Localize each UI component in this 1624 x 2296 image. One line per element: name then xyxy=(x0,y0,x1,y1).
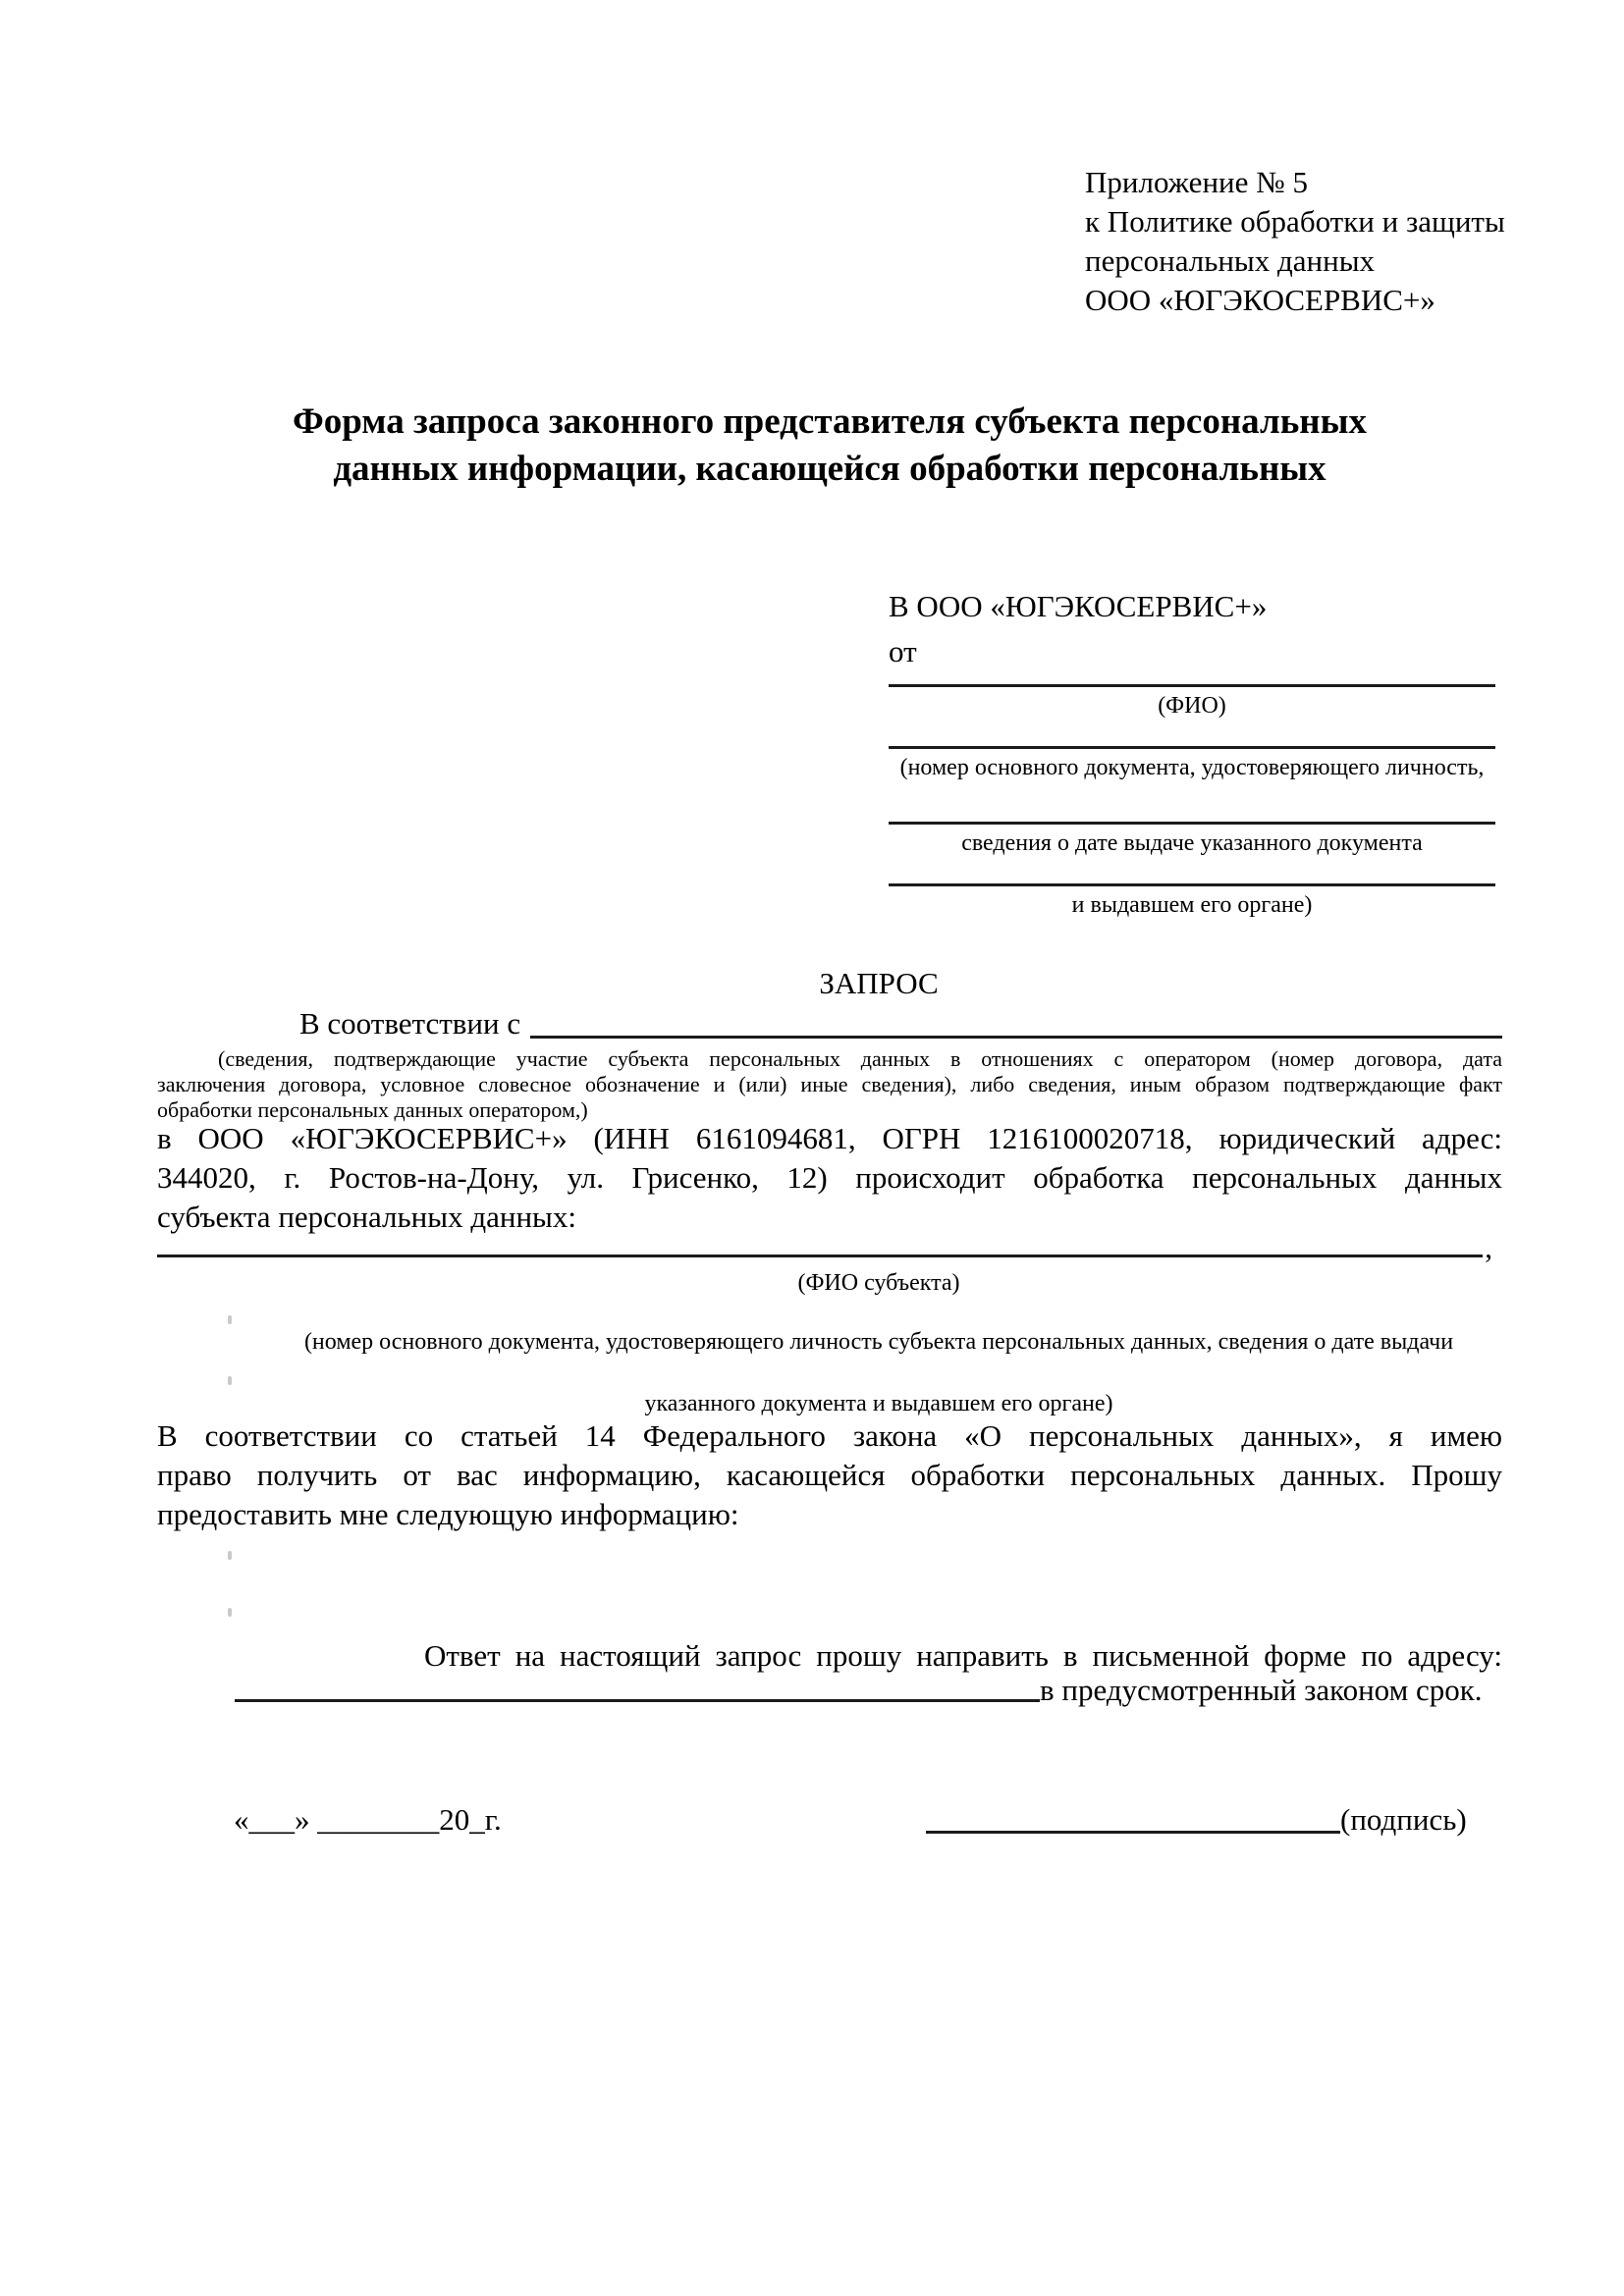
scan-artifact-mark xyxy=(228,1315,232,1324)
law-paragraph xyxy=(157,1416,1502,1534)
accordance-fill-line xyxy=(530,1036,1502,1039)
appendix-line-1: Приложение № 5 xyxy=(1085,165,1308,199)
subject-fio-caption: (ФИО субъекта) xyxy=(797,1270,960,1296)
appendix-line-3: персональных данных xyxy=(1085,243,1376,278)
subject-doc-caption-line-1: (номер основного документа, удостоверяющего личность субъекта персональных данных, сведения о дате выдачи xyxy=(303,1329,1454,1355)
response-address-fill-line xyxy=(235,1699,1040,1702)
law-paragraph-line-1: В соответствии со статьей 14 Федерального закона «О персональных данных», я имею xyxy=(157,1418,1502,1453)
signature-row xyxy=(926,1799,1467,1841)
signature-fill-line xyxy=(926,1831,1340,1834)
document-number-caption: (номер основного документа, удостоверяющего личность, xyxy=(899,755,1485,780)
operator-paragraph-line-3: субъекта персональных данных: xyxy=(157,1200,576,1234)
request-heading: ЗАПРОС xyxy=(819,966,939,1000)
law-paragraph-line-3: предоставить мне следующую информацию: xyxy=(157,1497,739,1531)
law-paragraph-line-2: право получить от вас информацию, касающейся обработки персональных данных. Прошу xyxy=(157,1458,1502,1492)
operator-paragraph xyxy=(157,1119,1502,1237)
fio-fill-line xyxy=(889,684,1495,687)
addressee-block xyxy=(889,587,1495,926)
operator-paragraph-line-1: в ООО «ЮГЭКОСЕРВИС+» (ИНН 6161094681, ОГРН 1216100020718, юридический адрес: xyxy=(157,1121,1502,1155)
addressee-to: В ООО «ЮГЭКОСЕРВИС+» xyxy=(889,589,1268,623)
subject-fio-fill-line xyxy=(157,1255,1483,1257)
response-sentence-tail: в предусмотренный законом срок. xyxy=(1040,1673,1483,1707)
scan-artifact-mark xyxy=(228,1608,232,1617)
response-address-row xyxy=(235,1674,1502,1707)
scan-artifact-mark xyxy=(228,1376,232,1385)
basis-caption-line-3: обработки персональных данных оператором,) xyxy=(157,1097,588,1122)
basis-caption xyxy=(157,1046,1502,1123)
basis-caption-line-2: заключения договора, условное словесное обозначение и (или) иные сведения), либо сведения, иным образом подтверждающие факт xyxy=(157,1072,1502,1096)
subject-fio-trailing-comma: , xyxy=(1485,1230,1492,1264)
accordance-row xyxy=(157,1005,1502,1042)
document-title xyxy=(157,399,1502,493)
document-title-line-1: Форма запроса законного представителя субъекта персональных xyxy=(292,401,1367,442)
document-number-fill-line xyxy=(889,746,1495,749)
appendix-header xyxy=(1085,163,1546,320)
signature-caption: (подпись) xyxy=(1340,1802,1467,1837)
subject-doc-caption-line-2: указанного документа и выдавшем его органе) xyxy=(644,1391,1113,1416)
issue-date-caption: сведения о дате выдаче указанного документа xyxy=(961,830,1423,856)
addressee-from-label: от xyxy=(889,634,917,668)
appendix-line-4: ООО «ЮГЭКОСЕРВИС+» xyxy=(1085,283,1435,317)
date-line: «___» ________20_г. xyxy=(234,1802,502,1837)
subject-fio-row xyxy=(157,1232,1492,1262)
response-sentence: Ответ на настоящий запрос прошу направить в письменной форме по адресу: xyxy=(424,1638,1502,1673)
issuing-authority-fill-line xyxy=(889,883,1495,886)
fio-caption: (ФИО) xyxy=(1158,693,1226,719)
operator-paragraph-line-2: 344020, г. Ростов-на-Дону, ул. Грисенко, 12) происходит обработка персональных данных xyxy=(157,1160,1502,1195)
scan-artifact-mark xyxy=(228,1551,232,1560)
document-title-line-2: данных информации, касающейся обработки персональных xyxy=(333,449,1326,489)
issue-date-fill-line xyxy=(889,822,1495,825)
accordance-lead: В соответствии с xyxy=(299,1006,521,1041)
appendix-line-2: к Политике обработки и защиты xyxy=(1085,204,1505,239)
issuing-authority-caption: и выдавшем его органе) xyxy=(1071,892,1313,918)
basis-caption-line-1: (сведения, подтверждающие участие субъекта персональных данных в отношениях с оператором (номер договора, дата xyxy=(218,1046,1502,1071)
